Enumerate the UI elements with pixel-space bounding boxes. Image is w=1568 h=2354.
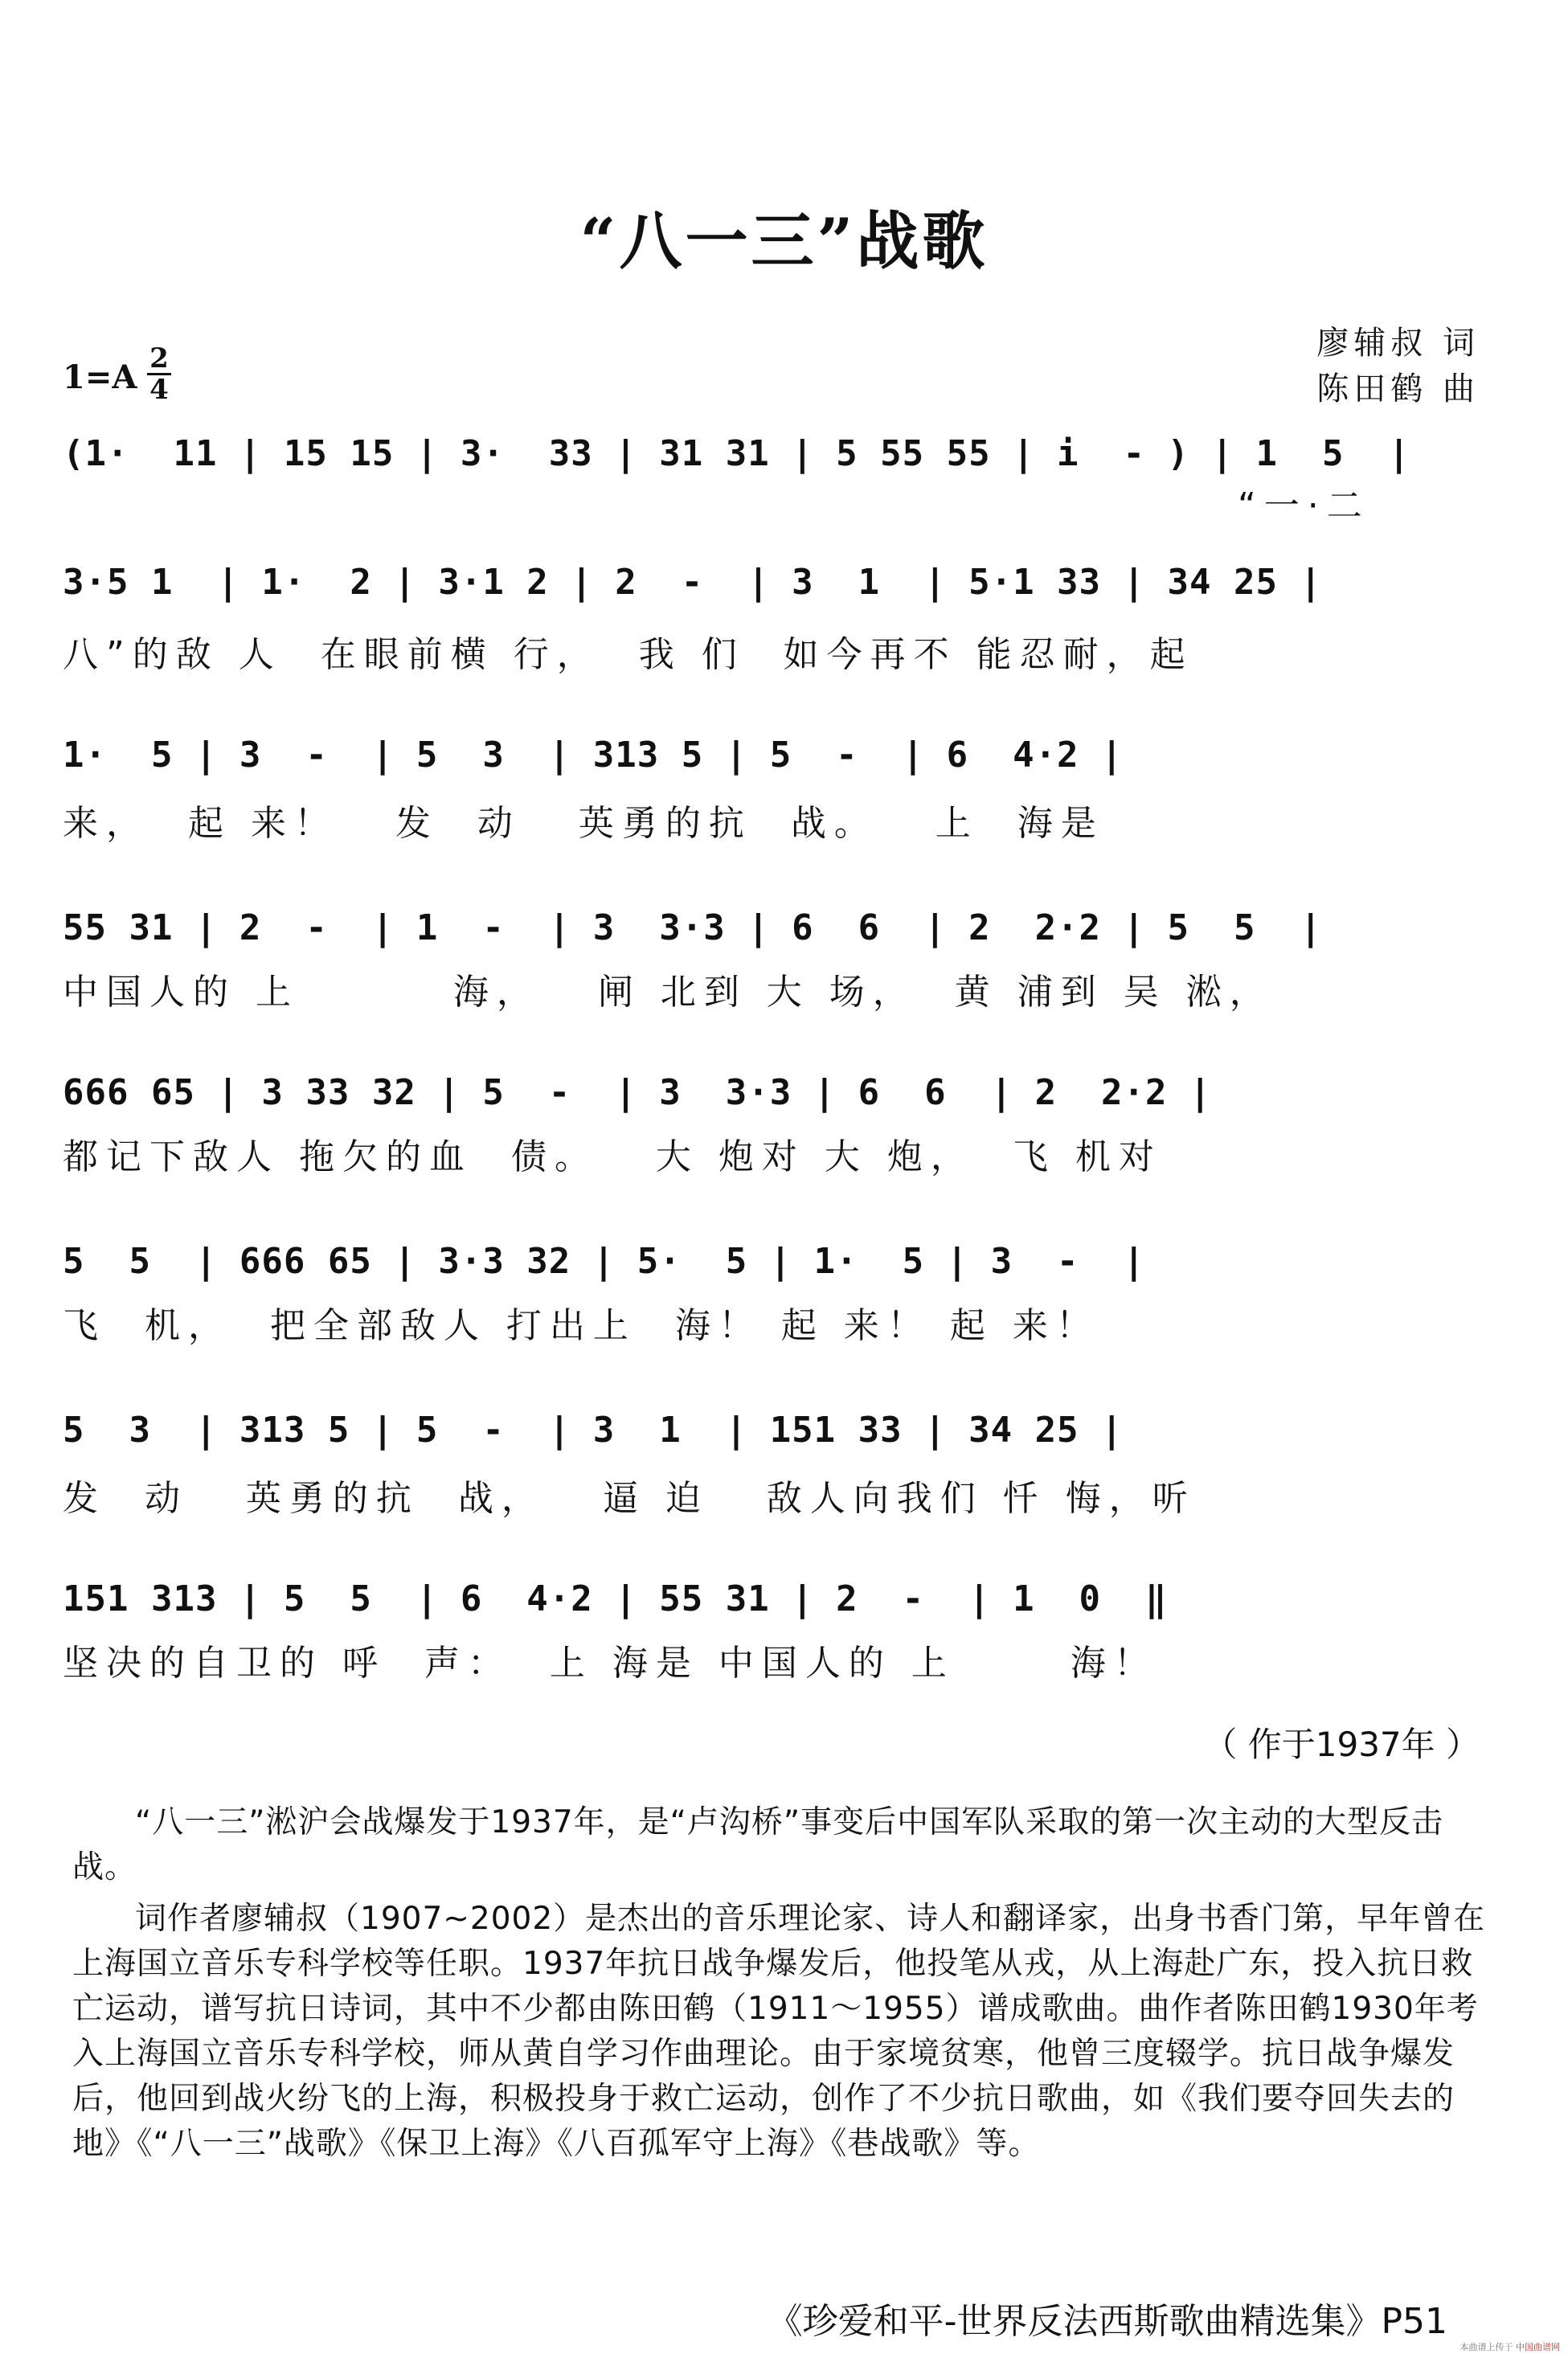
lyric-line: 发 动 英勇的抗 战， 逼 迫 敌人向我们 忏 悔，听 bbox=[63, 1478, 1196, 1519]
time-signature bbox=[143, 344, 175, 404]
notation-line: 1· 5 | 3 - | 5 3 | 313 5 | 5 - | 6 4·2 | bbox=[63, 735, 1124, 776]
notation-line: 151 313 | 5 5 | 6 4·2 | 55 31 | 2 - | 1 0 ‖ bbox=[63, 1578, 1168, 1619]
notation-line: 55 31 | 2 - | 1 - | 3 3·3 | 6 6 | 2 2·2 | 5 5 | bbox=[63, 907, 1322, 948]
watermark-site: 中国曲谱网 bbox=[1516, 2342, 1560, 2352]
time-signature-bottom: 4 bbox=[149, 374, 169, 406]
notation-line: 5 5 | 666 65 | 3·3 32 | 5· 5 | 1· 5 | 3 - | bbox=[63, 1241, 1146, 1282]
watermark bbox=[1460, 2340, 1561, 2353]
notation-line: (1· 11 | 15 15 | 3· 33 | 31 31 | 5 55 55 | i - ) | 1 5 | bbox=[63, 433, 1410, 474]
lyric-line: 中国人的 上 海， 闸 北到 大 场， 黄 浦到 吴 淞， bbox=[63, 972, 1273, 1013]
key-signature: 1=A bbox=[63, 358, 137, 396]
lyric-line: 都记下敌人 拖欠的血 债。 大 炮对 大 炮， 飞 机对 bbox=[63, 1136, 1162, 1177]
page-title: “八一三”战歌 bbox=[579, 205, 989, 278]
composition-date: （ 作于1937年 ） bbox=[1203, 1725, 1480, 1764]
lyric-line: 坚决的自卫的 呼 声： 上 海是 中国人的 上 海！ bbox=[63, 1643, 1157, 1684]
composer-credit: 陈田鹤 曲 bbox=[1316, 370, 1480, 407]
background-paragraph: “八一三”淞沪会战爆发于1937年，是“卢沟桥”事变后中国军队采取的第一次主动的大型反击战。 bbox=[72, 1804, 1444, 1885]
biography-paragraph: 词作者廖辅叔（1907~2002）是杰出的音乐理论家、诗人和翻译家，出身书香门第，早年曾在上海国立音乐专科学校等任职。1937年抗日战争爆发后，他投笔从戎，从上海赴广东，投入抗日救亡运动，谱写抗日诗词，其中不少都由陈田鹤（1911～1955）谱成歌曲。曲作者陈田鹤1930年考入上海国立音乐专科学校，师从黄自学习作曲理论。由于家境贫寒，他曾三度辍学。抗日战争爆发后，他回到战火纷飞的上海，积极投身于救亡运动，创作了不少抗日歌曲，如《我们要夺回失去的地》《“八一三”战歌》《保卫上海》《八百孤军守上海》《巷战歌》等。 bbox=[72, 1901, 1486, 2162]
notation-line: 3·5 1 | 1· 2 | 3·1 2 | 2 - | 3 1 | 5·1 33 | 34 25 | bbox=[63, 562, 1322, 603]
lyric-line: 飞 机， 把全部敌人 打出上 海！ 起 来！ 起 来！ bbox=[63, 1305, 1099, 1346]
source-citation: 《珍爱和平-世界反法西斯歌曲精选集》P51 bbox=[767, 2301, 1447, 2342]
lyric-line: 八”的敌 人 在眼前横 行， 我 们 如今再不 能忍耐，起 bbox=[63, 634, 1193, 675]
lyric-line: “一·二 bbox=[1238, 485, 1370, 526]
watermark-prefix: 本曲谱上传于 bbox=[1460, 2342, 1513, 2352]
notation-line: 5 3 | 313 5 | 5 - | 3 1 | 151 33 | 34 25 | bbox=[63, 1410, 1124, 1451]
time-signature-top: 2 bbox=[149, 342, 169, 375]
lyric-line: 来， 起 来！ 发 动 英勇的抗 战。 上 海是 bbox=[63, 803, 1104, 844]
notation-line: 666 65 | 3 33 32 | 5 - | 3 3·3 | 6 6 | 2 2·2 | bbox=[63, 1072, 1212, 1113]
lyricist-credit: 廖辅叔 词 bbox=[1316, 325, 1480, 362]
